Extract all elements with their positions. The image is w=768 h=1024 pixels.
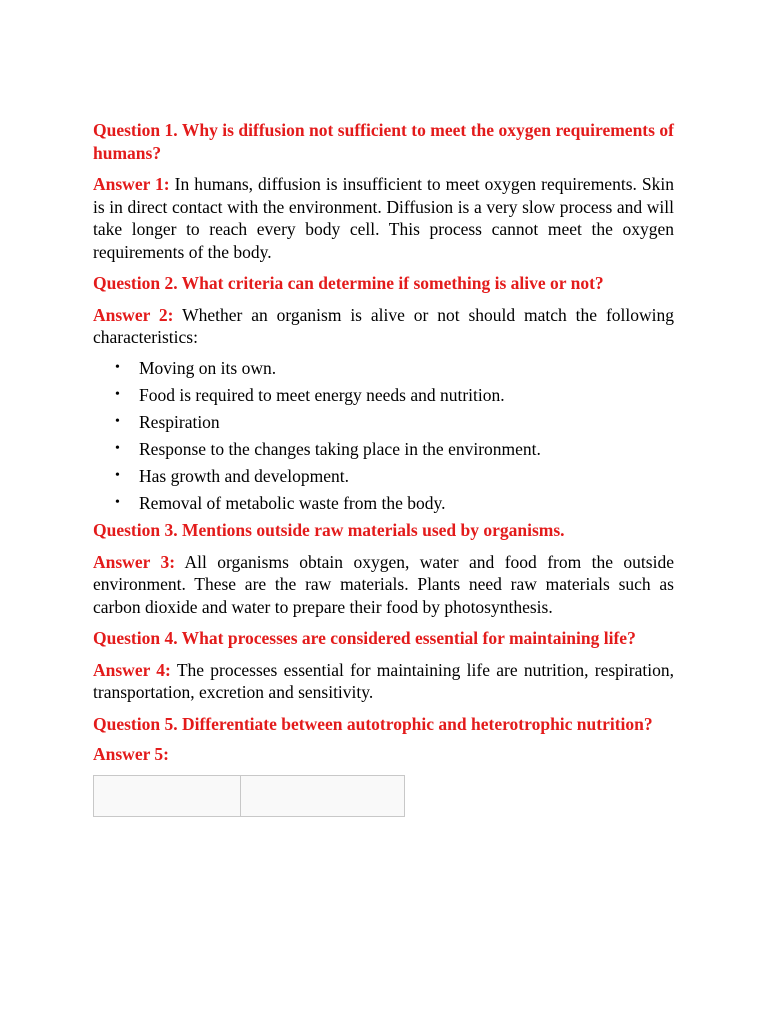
question-1: Question 1. Why is diffusion not sufficient to meet the oxygen requirements of humans?	[93, 120, 674, 163]
answer-1	[93, 173, 674, 263]
answer-2	[93, 304, 674, 349]
answer-2-text: Whether an organism is alive or not should match the following characteristics:	[93, 304, 674, 347]
answer-4-label: Answer 4:	[93, 659, 171, 680]
answer-2-label: Answer 2:	[93, 304, 174, 325]
question-2: Question 2. What criteria can determine if something is alive or not?	[93, 273, 604, 293]
table-row	[94, 775, 405, 816]
list-item: • Respiration	[139, 411, 674, 434]
comparison-table	[93, 775, 405, 817]
answer-3-text: All organisms obtain oxygen, water and food from the outside environment. These are the raw materials. Plants need raw materials such as carbon dioxide and water to prepare their food by photosynthesis.	[93, 551, 674, 617]
answer-5	[93, 743, 674, 766]
answer-3-label: Answer 3:	[93, 551, 176, 572]
table-cell	[241, 775, 405, 816]
answer-1-label: Answer 1:	[93, 174, 170, 194]
list-item: • Moving on its own.	[139, 357, 674, 380]
table-cell	[94, 775, 241, 816]
list-item: • Food is required to meet energy needs and nutrition.	[139, 384, 674, 407]
answer-1-text: In humans, diffusion is insufficient to meet oxygen requirements. Skin is in direct contact with the environment. Diffusion is a very slow process and will take longer to reach every body cell. This process cannot meet the oxygen requirements of the body.	[93, 174, 674, 262]
question-3: Question 3. Mentions outside raw materials used by organisms.	[93, 520, 565, 540]
answer-4	[93, 659, 674, 704]
question-5: Question 5. Differentiate between autotrophic and heterotrophic nutrition?	[93, 713, 653, 734]
document-content	[93, 119, 674, 817]
answer-5-label: Answer 5:	[93, 744, 169, 764]
characteristics-list	[93, 357, 674, 515]
list-item: • Response to the changes taking place in the environment.	[139, 438, 674, 461]
answer-3	[93, 551, 674, 619]
answer-4-text: The processes essential for maintaining life are nutrition, respiration, transportation, excretion and sensitivity.	[93, 659, 674, 702]
list-item: • Has growth and development.	[139, 465, 674, 488]
question-4: Question 4. What processes are considered essential for maintaining life?	[93, 628, 636, 648]
list-item: • Removal of metabolic waste from the body.	[139, 492, 674, 515]
